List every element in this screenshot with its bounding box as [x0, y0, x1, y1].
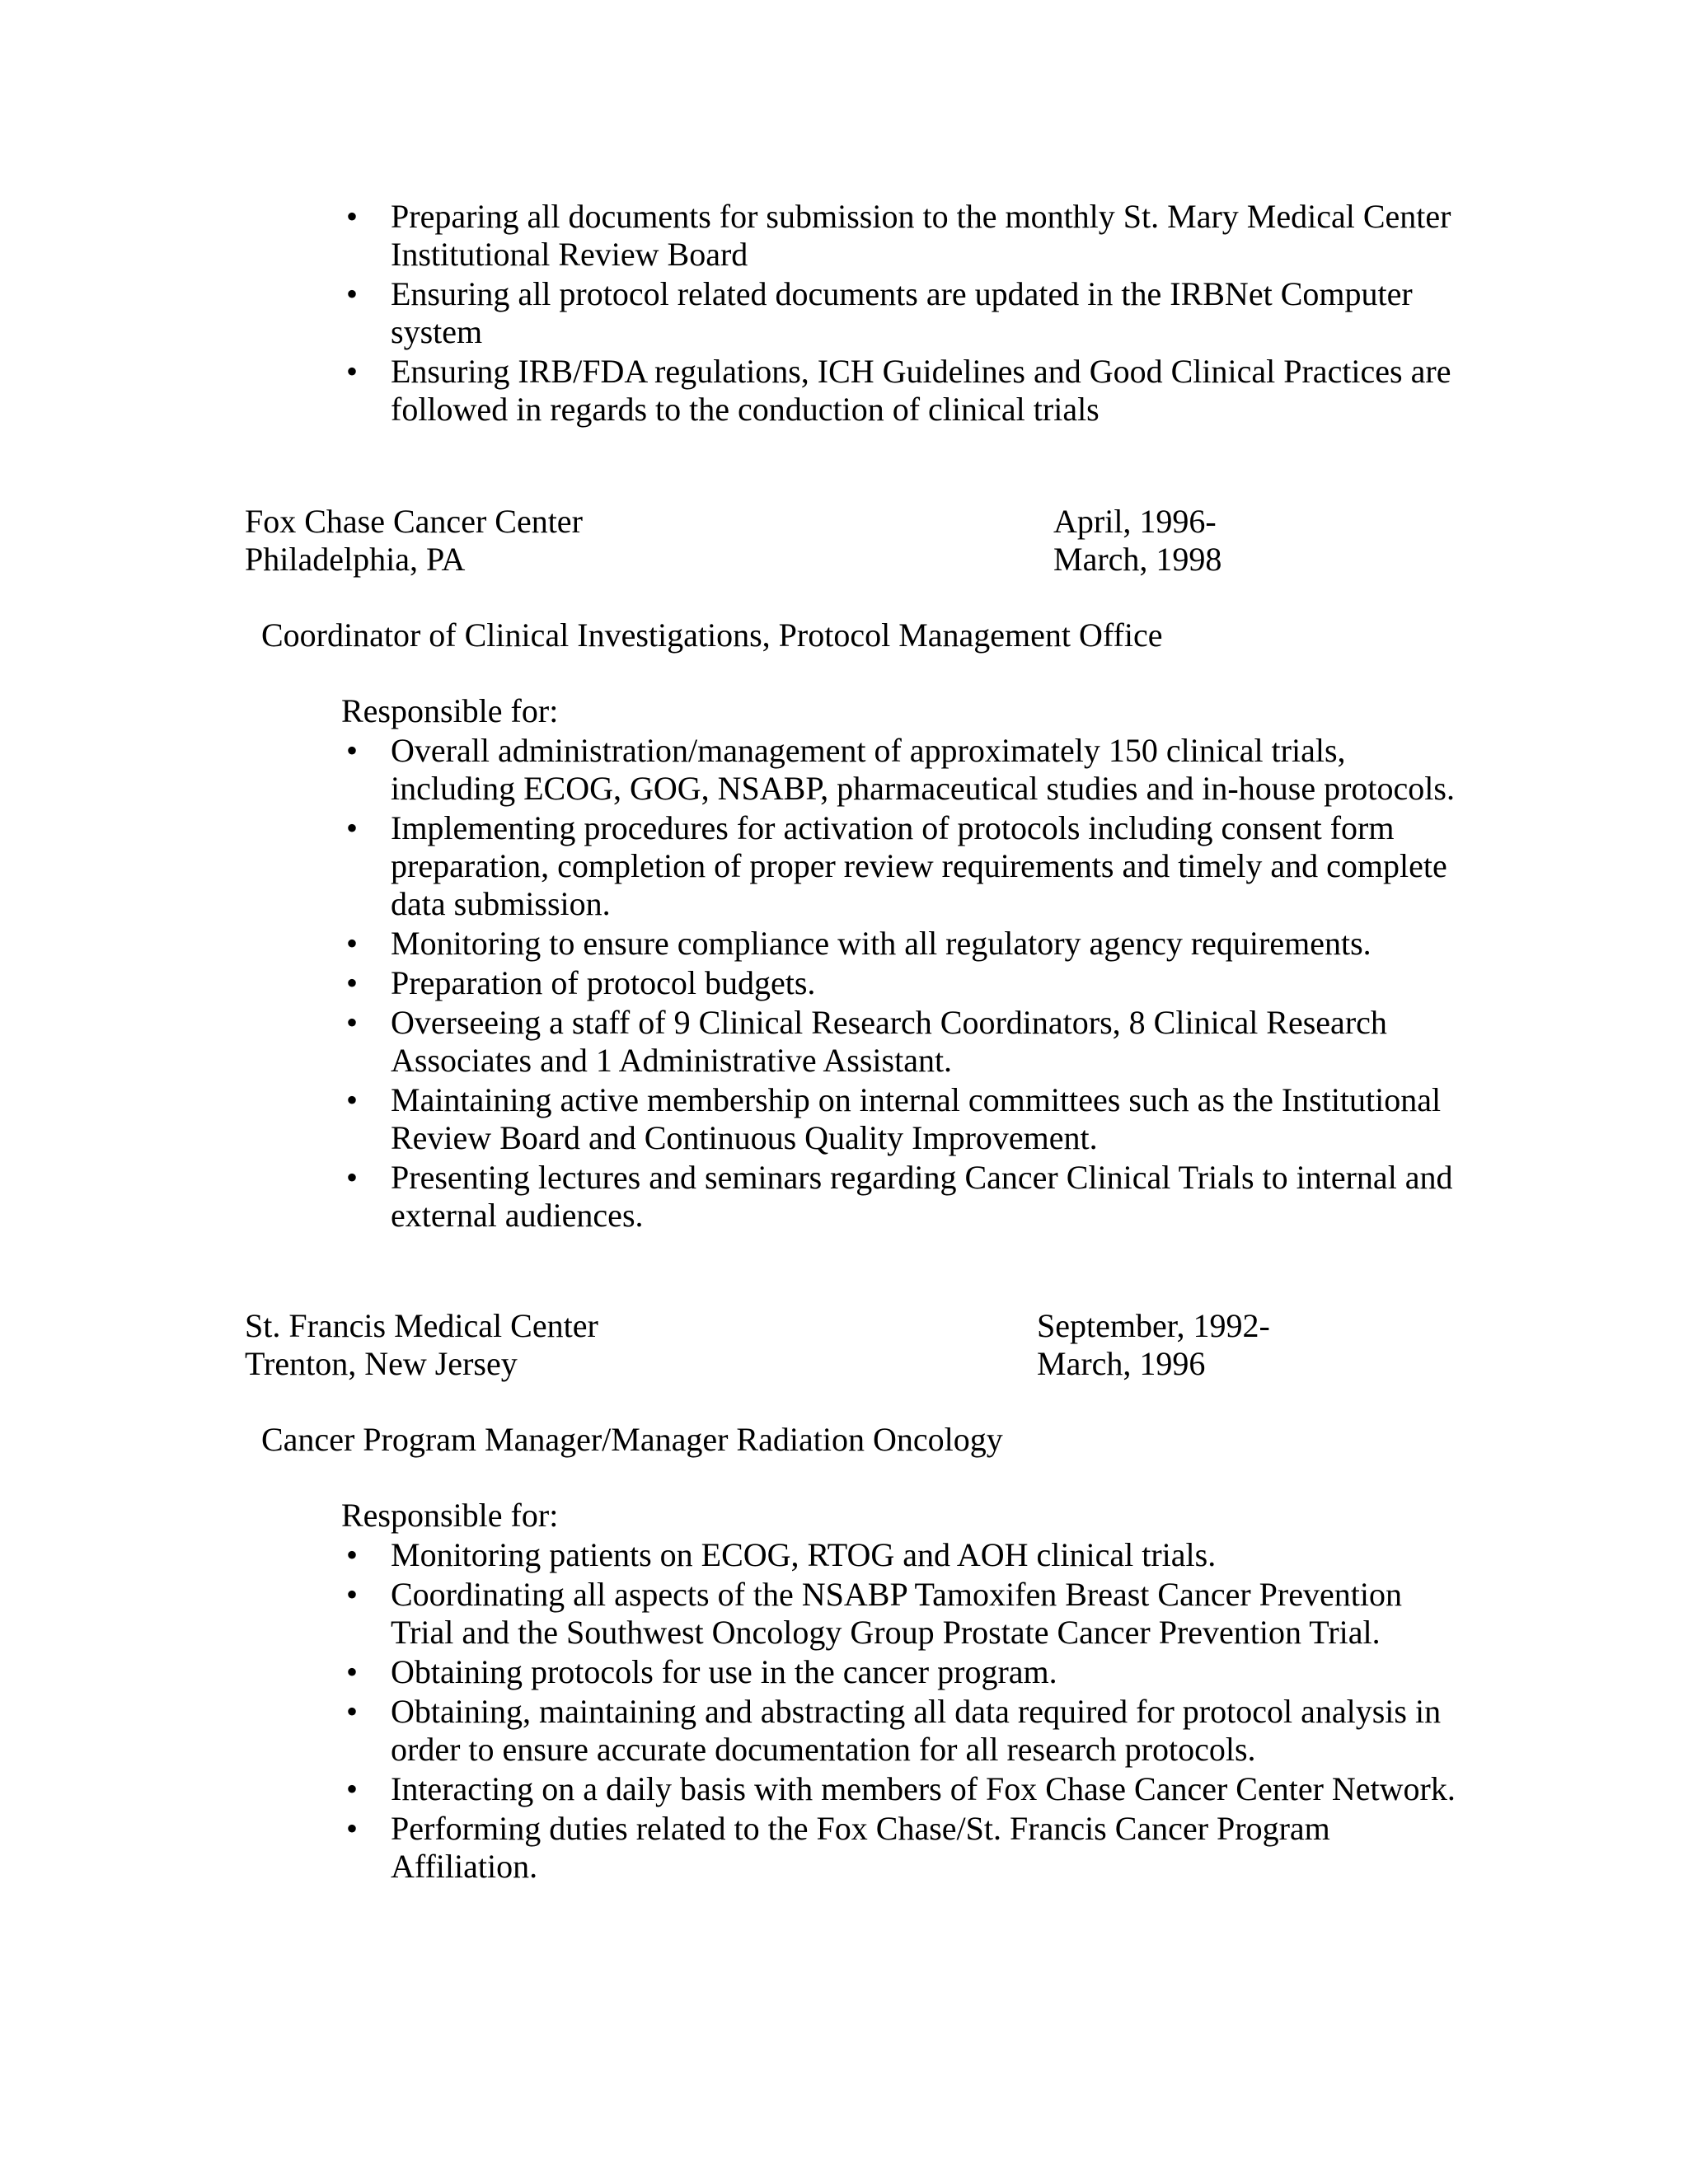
bullet-icon: •	[346, 275, 359, 312]
bullet-icon: •	[346, 1770, 359, 1807]
bullet-list-job1	[341, 732, 1462, 1236]
bullet-icon: •	[346, 1653, 359, 1690]
job2-location: Trenton, New Jersey	[245, 1345, 518, 1382]
list-item: • Presenting lectures and seminars regarding Cancer Clinical Trials to internal and external audiences.	[346, 1159, 1453, 1234]
list-item: • Preparation of protocol budgets.	[346, 964, 816, 1001]
job2-employer: St. Francis Medical Center	[245, 1307, 598, 1344]
list-item: • Coordinating all aspects of the NSABP Tamoxifen Breast Cancer Prevention Trial and the Southwest Oncology Group Prostate Cancer Prevention Trial.	[346, 1576, 1402, 1651]
bullet-list-section1	[341, 198, 1462, 430]
bullet-icon: •	[346, 353, 359, 390]
bullet-icon: •	[346, 198, 359, 235]
bullet-list-job2	[341, 1536, 1462, 1887]
job2-responsible-label: Responsible for:	[341, 1497, 559, 1534]
list-item: • Obtaining, maintaining and abstracting all data required for protocol analysis in order to ensure accurate documentation for all research protocols.	[346, 1693, 1442, 1768]
list-item: • Overall administration/management of approximately 150 clinical trials, including ECOG, GOG, NSABP, pharmaceutical studies and in-house protocols.	[346, 732, 1455, 807]
list-item: • Monitoring patients on ECOG, RTOG and AOH clinical trials.	[346, 1536, 1217, 1573]
bullet-icon: •	[346, 1693, 359, 1730]
list-item: • Maintaining active membership on internal committees such as the Institutional Review Board and Continuous Quality Improvement.	[346, 1081, 1442, 1156]
list-item: • Monitoring to ensure compliance with all regulatory agency requirements.	[346, 925, 1372, 962]
job1-date-start: April, 1996-	[1053, 503, 1217, 540]
job2-title: Cancer Program Manager/Manager Radiation Oncology	[261, 1421, 1003, 1458]
job1-responsible-label: Responsible for:	[341, 692, 559, 729]
list-item: • Ensuring all protocol related documents are updated in the IRBNet Computer system	[346, 275, 1413, 350]
job1-title: Coordinator of Clinical Investigations, Protocol Management Office	[261, 616, 1163, 654]
job2-date-start: September, 1992-	[1037, 1307, 1270, 1344]
job1-employer: Fox Chase Cancer Center	[245, 503, 583, 540]
list-item: • Obtaining protocols for use in the cancer program.	[346, 1653, 1057, 1690]
bullet-icon: •	[346, 1810, 359, 1847]
list-item: • Performing duties related to the Fox Chase/St. Francis Cancer Program Affiliation.	[346, 1810, 1330, 1885]
bullet-icon: •	[346, 964, 359, 1001]
list-item: • Interacting on a daily basis with members of Fox Chase Cancer Center Network.	[346, 1770, 1456, 1807]
job1-date-end: March, 1998	[1053, 541, 1222, 578]
bullet-icon: •	[346, 1536, 359, 1573]
bullet-icon: •	[346, 1159, 359, 1196]
bullet-icon: •	[346, 1081, 359, 1118]
bullet-icon: •	[346, 809, 359, 846]
bullet-icon: •	[346, 925, 359, 962]
list-item: • Implementing procedures for activation of protocols including consent form preparation, completion of proper review requirements and timely and complete data submission.	[346, 809, 1447, 922]
bullet-icon: •	[346, 1576, 359, 1613]
job2-date-end: March, 1996	[1037, 1345, 1206, 1382]
list-item: • Ensuring IRB/FDA regulations, ICH Guidelines and Good Clinical Practices are followed in regards to the conduction of clinical trials	[346, 353, 1451, 428]
list-item: • Preparing all documents for submission to the monthly St. Mary Medical Center Institutional Review Board	[346, 198, 1451, 273]
bullet-icon: •	[346, 1004, 359, 1041]
list-item: • Overseeing a staff of 9 Clinical Research Coordinators, 8 Clinical Research Associates and 1 Administrative Assistant.	[346, 1004, 1387, 1079]
job1-location: Philadelphia, PA	[245, 541, 466, 578]
bullet-icon: •	[346, 732, 359, 769]
